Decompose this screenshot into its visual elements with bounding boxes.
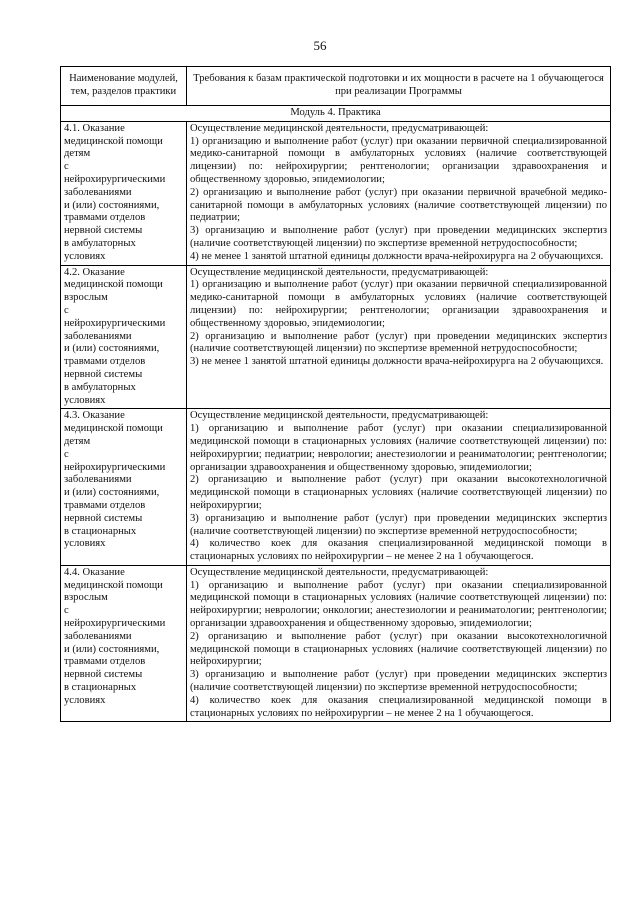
section-title-line: в стационарных [64, 682, 137, 694]
section-title-line: нейрохирургическими [64, 173, 166, 185]
table-row [61, 565, 611, 722]
table-body [61, 121, 611, 722]
section-title-line: в амбулаторных [64, 237, 136, 249]
section-title-line: медицинской помощи [64, 579, 163, 591]
requirement-item: 1) организацию и выполнение работ (услуг) при оказании специализированной медицинской помощи в стационарных условиях (наличие соответствующей лицензии) по: нейрохирургии; педиатрии; неврологии; анестезиологии и реаниматологии; рентгенологии; организации здравоохранения и общественному здоровью, эпидемиологии; [190, 423, 607, 473]
section-title-line: 4.3. Оказание [64, 410, 125, 422]
section-title-line: и (или) состояниями, [64, 487, 160, 499]
requirements-cell [187, 409, 611, 566]
section-title-line: травмами отделов [64, 356, 146, 368]
section-title-line: и (или) состояниями, [64, 343, 160, 355]
section-title-line: травмами отделов [64, 499, 146, 511]
section-title-line: и (или) состояниями, [64, 199, 160, 211]
section-title-line: с [64, 448, 69, 460]
section-title-line: травмами отделов [64, 212, 146, 224]
section-title-cell [61, 265, 187, 409]
section-title-line: нервной системы [64, 512, 143, 524]
section-title-line: взрослым [64, 592, 108, 604]
section-title-cell [61, 409, 187, 566]
section-title-line: условиях [64, 394, 106, 406]
section-title-line: нейрохирургическими [64, 317, 166, 329]
requirements-cell [187, 265, 611, 409]
table-row [61, 265, 611, 409]
section-title-line: условиях [64, 538, 106, 550]
section-title-line: травмами отделов [64, 656, 146, 668]
section-title-line: нейрохирургическими [64, 618, 166, 630]
requirements-cell [187, 121, 611, 265]
requirement-item: Осуществление медицинской деятельности, предусматривающей: [190, 410, 489, 422]
requirement-item: 2) организацию и выполнение работ (услуг) при оказании первичной врачебной медико-санитарной помощи в амбулаторных условиях (наличие соответствующей лицензии) по педиатрии; [190, 186, 607, 224]
requirements-cell [187, 565, 611, 722]
section-title-line: взрослым [64, 292, 108, 304]
section-title-cell [61, 565, 187, 722]
section-title-line: заболеваниями [64, 474, 132, 486]
header-modules: Наименование модулей, тем, разделов практики [61, 67, 187, 106]
section-title-line: медицинской помощи [64, 135, 163, 147]
table-row [61, 121, 611, 265]
requirement-item: 4) количество коек для оказания специализированной медицинской помощи в стационарных условиях по нейрохирургии – не менее 2 на 1 обучающегося. [190, 694, 607, 719]
requirement-item: 2) организацию и выполнение работ (услуг) при оказании высокотехнологичной медицинской помощи в стационарных условиях (наличие соответствующей лицензии) по нейрохирургии; [190, 630, 607, 668]
section-title-line: в амбулаторных [64, 381, 136, 393]
requirement-item: 3) организацию и выполнение работ (услуг) при проведении медицинских экспертиз (наличие соответствующей лицензии) по экспертизе временной нетрудоспособности; [190, 512, 607, 537]
requirement-item: 4) не менее 1 занятой штатной единицы должности врача-нейрохирурга на 2 обучающихся. [190, 250, 604, 262]
section-title-line: медицинской помощи [64, 279, 163, 291]
requirement-item: 4) количество коек для оказания специализированной медицинской помощи в стационарных условиях по нейрохирургии – не менее 2 на 1 обучающегося. [190, 538, 607, 563]
section-title-line: в стационарных [64, 525, 137, 537]
header-requirements: Требования к базам практической подготовки и их мощности в расчете на 1 обучающегося при реализации Программы [187, 67, 611, 106]
section-title-line: детям [64, 435, 91, 447]
section-title-line: нервной системы [64, 225, 143, 237]
requirement-item: 1) организацию и выполнение работ (услуг) при оказании первичной специализированной медико-санитарной помощи в амбулаторных условиях (наличие соответствующей лицензии) по: нейрохирургии; рентгенологии; организации здравоохранения и общественному здоровью, эпидемиологии; [190, 135, 607, 185]
section-title-cell [61, 121, 187, 265]
module-title: Модуль 4. Практика [61, 106, 611, 122]
section-title-line: с [64, 161, 69, 173]
requirement-item: Осуществление медицинской деятельности, предусматривающей: [190, 122, 489, 134]
requirement-item: 3) организацию и выполнение работ (услуг) при проведении медицинских экспертиз (наличие соответствующей лицензии) по экспертизе временной нетрудоспособности; [190, 225, 607, 249]
section-title-line: 4.4. Оказание [64, 566, 125, 578]
section-title-line: с [64, 605, 69, 617]
requirement-item: 1) организацию и выполнение работ (услуг) при оказании специализированной медицинской помощи в стационарных условиях (наличие соответствующей лицензии) по: нейрохирургии; неврологии; онкологии; анестезиологии и реаниматологии; рентгенологии; организации здравоохранения и общественному здоровью, эпидемиологии; [190, 579, 607, 630]
section-title-line: медицинской помощи [64, 423, 163, 435]
section-title-line: заболеваниями [64, 630, 132, 642]
section-title-line: заболеваниями [64, 330, 132, 342]
section-title-line: 4.2. Оказание [64, 266, 125, 278]
table-header-row [61, 67, 611, 106]
section-title-line: заболеваниями [64, 186, 132, 198]
requirement-item: 2) организацию и выполнение работ (услуг) при оказании высокотехнологичной медицинской помощи в стационарных условиях (наличие соответствующей лицензии) по нейрохирургии; [190, 474, 607, 511]
section-title-line: детям [64, 148, 91, 160]
section-title-line: нервной системы [64, 669, 143, 681]
section-title-line: с [64, 304, 69, 316]
requirement-item: 3) не менее 1 занятой штатной единицы должности врача-нейрохирурга на 2 обучающихся. [190, 356, 604, 368]
requirement-item: 3) организацию и выполнение работ (услуг) при проведении медицинских экспертиз (наличие соответствующей лицензии) по экспертизе временной нетрудоспособности; [190, 669, 607, 694]
requirements-table [60, 66, 611, 722]
section-title-line: нервной системы [64, 368, 143, 380]
requirement-item: Осуществление медицинской деятельности, предусматривающей: [190, 266, 489, 278]
page-number: 56 [313, 38, 327, 53]
module-row [61, 106, 611, 122]
section-title-line: 4.1. Оказание [64, 122, 125, 134]
requirement-item: Осуществление медицинской деятельности, предусматривающей: [190, 566, 489, 578]
table-row [61, 409, 611, 566]
section-title-line: и (или) состояниями, [64, 643, 160, 655]
requirement-item: 2) организацию и выполнение работ (услуг) при проведении медицинских экспертиз (наличие соответствующей лицензии) по экспертизе временной нетрудоспособности; [190, 330, 607, 355]
section-title-line: условиях [64, 250, 106, 262]
section-title-line: условиях [64, 694, 106, 706]
section-title-line: нейрохирургическими [64, 461, 166, 473]
requirement-item: 1) организацию и выполнение работ (услуг) при оказании первичной специализированной медико-санитарной помощи в амбулаторных условиях (наличие соответствующей лицензии) по: нейрохирургии; рентгенологии; организации здравоохранения и общественному здоровью, эпидемиологии; [190, 279, 607, 329]
